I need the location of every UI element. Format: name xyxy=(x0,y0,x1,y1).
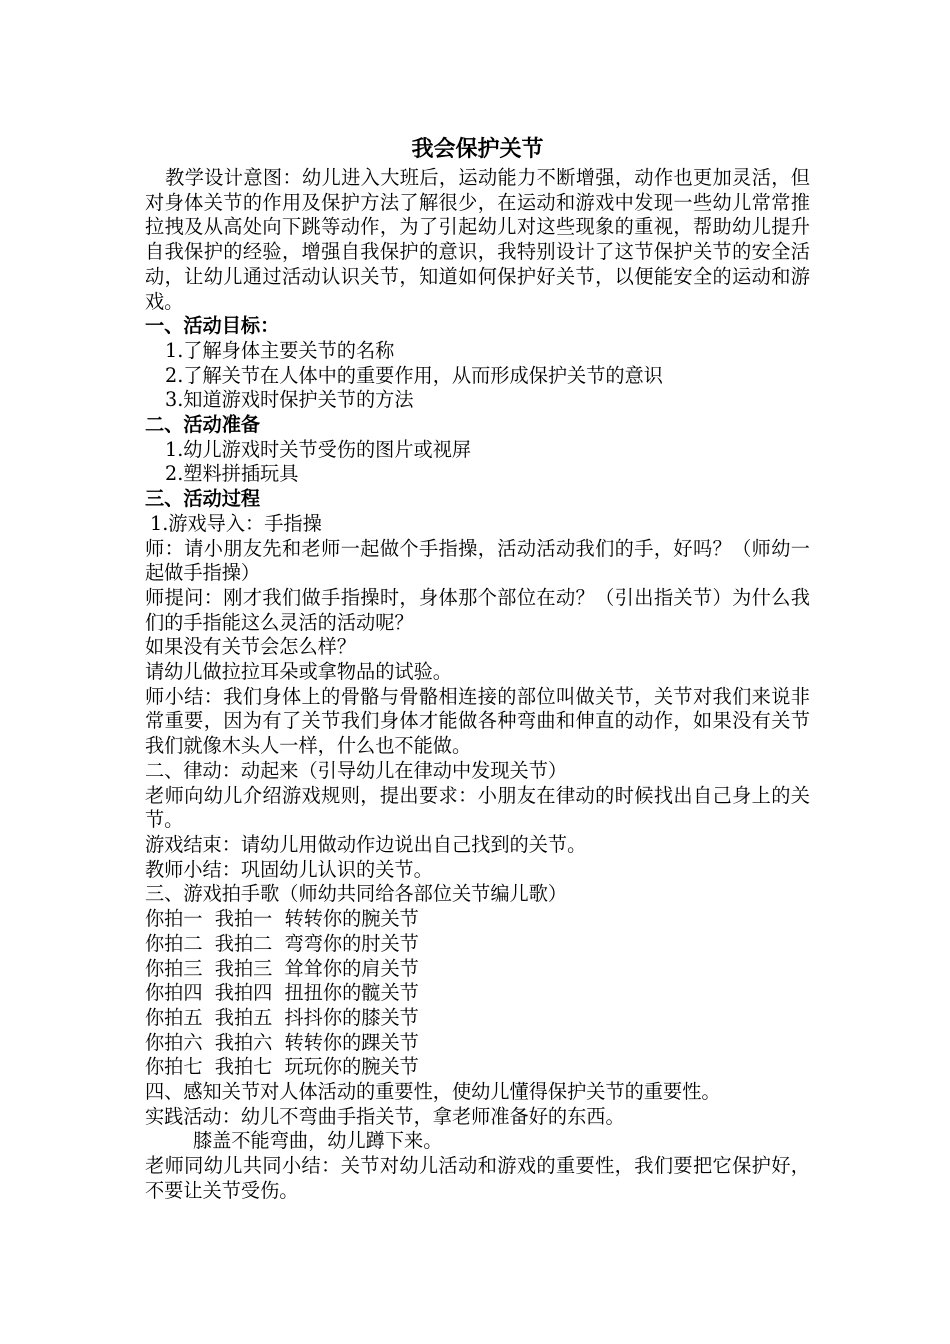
process-paragraph: 二、律动：动起来（引导幼儿在律动中发现关节） xyxy=(145,758,568,782)
process-paragraph: 请幼儿做拉拉耳朵或拿物品的试验。 xyxy=(145,660,452,684)
process-paragraph: 师：请小朋友先和老师一起做个手指操，活动活动我们的手，好吗？（师幼一起做手指操） xyxy=(145,536,810,585)
goal-item: 1.了解身体主要关节的名称 xyxy=(165,338,395,362)
process-paragraph: 老师向幼儿介绍游戏规则，提出要求：小朋友在律动的时候找出自己身上的关节。 xyxy=(145,783,810,832)
process-paragraph: 三、游戏拍手歌（师幼共同给各部位关节编儿歌） xyxy=(145,882,568,906)
document-page xyxy=(145,136,810,1204)
process-paragraph: 师提问：刚才我们做手指操时，身体那个部位在动？（引出指关节）为什么我们的手指能这么灵活的活动呢？ xyxy=(145,585,810,634)
section-heading-process: 三、活动过程 xyxy=(145,487,261,511)
process-paragraph: 膝盖不能弯曲，幼儿蹲下来。 xyxy=(193,1129,443,1153)
intro-paragraph: 教学设计意图：幼儿进入大班后，运动能力不断增强，动作也更加灵活，但对身体关节的作用及保护方法了解很少，在运动和游戏中发现一些幼儿常常推拉拽及从高处向下跳等动作，为了引起幼儿对这些现象的重视，帮助幼儿提升自我保护的经验，增强自我保护的意识，我特别设计了这节保护关节的安全活动，让幼儿通过活动认识关节，知道如何保护好关节，以便能安全的运动和游戏。 xyxy=(145,166,810,313)
document-title: 我会保护关节 xyxy=(411,137,544,162)
song-line: 你拍五 我拍五 抖抖你的膝关节 xyxy=(145,1005,419,1029)
process-paragraph: 老师同幼儿共同小结：关节对幼儿活动和游戏的重要性，我们要把它保护好，不要让关节受伤。 xyxy=(145,1154,810,1202)
section-heading-goals: 一、活动目标： xyxy=(145,314,280,338)
goal-item: 2.了解关节在人体中的重要作用，从而形成保护关节的意识 xyxy=(165,363,663,387)
process-paragraph: 如果没有关节会怎么样？ xyxy=(145,635,357,659)
song-line: 你拍七 我拍七 玩玩你的腕关节 xyxy=(145,1055,419,1079)
section-heading-preparation: 二、活动准备 xyxy=(145,413,261,437)
preparation-item: 1.幼儿游戏时关节受伤的图片或视屏 xyxy=(165,437,472,461)
preparation-item: 2.塑料拼插玩具 xyxy=(165,462,299,486)
song-line: 你拍二 我拍二 弯弯你的肘关节 xyxy=(145,931,419,955)
song-line: 你拍四 我拍四 扭扭你的髋关节 xyxy=(145,981,419,1005)
goal-item: 3.知道游戏时保护关节的方法 xyxy=(165,388,414,412)
song-line: 你拍三 我拍三 耸耸你的肩关节 xyxy=(145,956,419,980)
process-paragraph: 游戏结束：请幼儿用做动作边说出自己找到的关节。 xyxy=(145,832,587,856)
process-paragraph: 实践活动：幼儿不弯曲手指关节，拿老师准备好的东西。 xyxy=(145,1104,625,1128)
song-line: 你拍六 我拍六 转转你的踝关节 xyxy=(145,1030,419,1054)
process-paragraph: 师小结：我们身体上的骨骼与骨骼相连接的部位叫做关节，关节对我们来说非常重要，因为有了关节我们身体才能做各种弯曲和伸直的动作，如果没有关节我们就像木头人一样，什么也不能做。 xyxy=(145,684,810,758)
process-paragraph: 四、感知关节对人体活动的重要性，使幼儿懂得保护关节的重要性。 xyxy=(145,1080,721,1104)
song-line: 你拍一 我拍一 转转你的腕关节 xyxy=(145,907,419,931)
process-step: 1.游戏导入：手指操 xyxy=(150,511,322,535)
process-paragraph: 教师小结：巩固幼儿认识的关节。 xyxy=(145,857,433,881)
